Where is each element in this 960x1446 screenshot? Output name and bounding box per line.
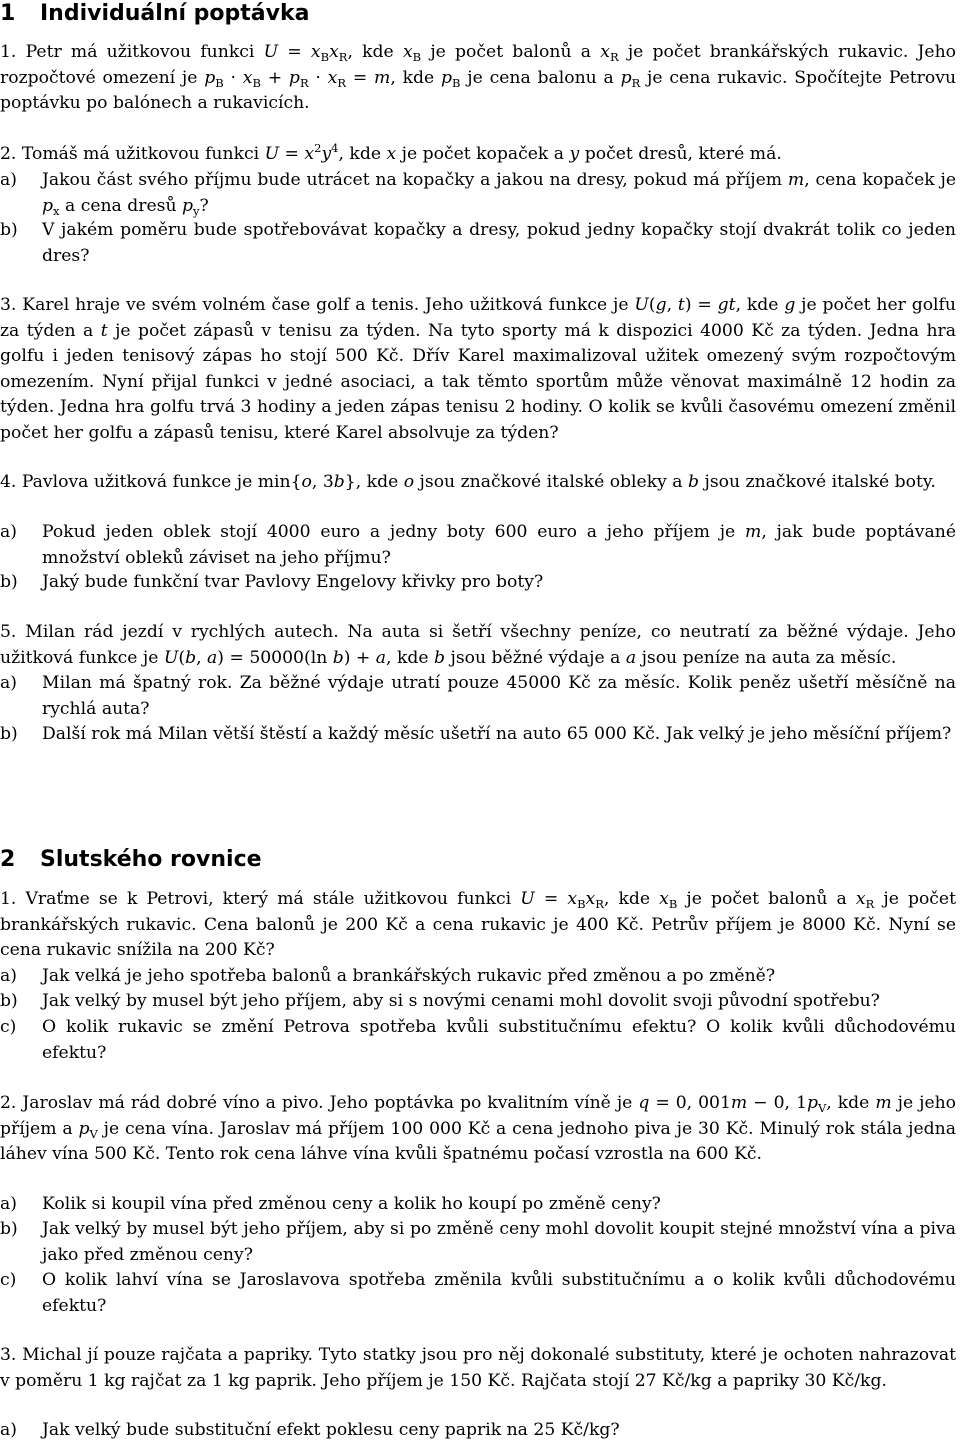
problem-2-1: 1. Vraťme se k Petrovi, který má stále užitkovou funkci $U = x_Bx_R$, kde $x_B$ je počet balonů a $x_R$ je počet brankářských rukavic. Cena balonů je 200 Kč a cena rukavic je 400 Kč. Petrův příjem je 8000 Kč. Nyní se cena rukavic snížila na 200 Kč?	[0, 889, 957, 960]
section-heading-2: 2 Slutského rovnice	[0, 847, 262, 872]
problem-2-2-a: a) Kolik si koupil vína před změnou ceny a kolik ho koupí po změně ceny?	[0, 1194, 661, 1214]
problem-2-1-a: a) Jak velká je jeho spotřeba balonů a brankářských rukavic před změnou a po změně?	[0, 966, 776, 986]
problem-1-5-a: a) Milan má špatný rok. Za běžné výdaje utratí pouze 45000 Kč za měsíc. Kolik peněz ušetří měsíčně na rychlá auta?	[0, 673, 956, 719]
problem-1-4: 4. Pavlova užitková funkce je min{o, 3b}, kde o jsou značkové italské obleky a b jsou značkové italské boty.	[0, 472, 936, 492]
problem-1-3: 3. Karel hraje ve svém volném čase golf a tenis. Jeho užitková funkce je U(g, t) = gt, kde g je počet her golfu za týden a t je počet zápasů v tenisu za týden. Na tyto sporty má k dispozici 4000 Kč za týden. Jedna hra golfu i jeden tenisový zápas ho stojí 500 Kč. Dřív Karel maximalizoval užitek omezený svým rozpočtovým omezením. Nyní přijal funkci v jedné asociaci, a tak těmto sportům může věnovat maximálně 12 hodin za týden. Jedna hra golfu trvá 3 hodiny a jeden zápas tenisu 2 hodiny. O kolik se kvůli časovému omezení změnil počet her golfu a zápasů tenisu, které Karel absolvuje za týden?	[0, 295, 956, 443]
problem-2-2: 2. Jaroslav má rád dobré víno a pivo. Jeho poptávka po kvalitním víně je q = 0, 001m − 0, $1p_V$, kde m je jeho příjem a $p_V$ je cena vína. Jaroslav má příjem 100 000 Kč a cena jednoho piva je 30 Kč. Minulý rok stála jedna láhev vína 500 Kč. Tento rok cena láhve vína kvůli špatnému počasí vzrostla na 600 Kč.	[0, 1093, 957, 1164]
problem-2-1-b: b) Jak velký by musel být jeho příjem, aby si s novými cenami mohl dovolit svoji původní spotřebu?	[0, 991, 880, 1011]
problem-2-2-c: c) O kolik lahví vína se Jaroslavova spotřeba změnila kvůli substitučnímu a o kolik kvůli důchodovému efektu?	[0, 1270, 956, 1316]
problem-2-3: 3. Michal jí pouze rajčata a papriky. Tyto statky jsou pro něj dokonalé substituty, které je ochoten nahrazovat v poměru 1 kg rajčat za 1 kg paprik. Jeho příjem je 150 Kč. Rajčata stojí 27 Kč/kg a papriky 30 Kč/kg.	[0, 1345, 956, 1391]
problem-1-4-a: a) Pokud jeden oblek stojí 4000 euro a jedny boty 600 euro a jeho příjem je m, jak bude poptávané množství obleků záviset na jeho příjmu?	[0, 522, 956, 568]
problem-1-2-a: a) Jakou část svého příjmu bude utrácet na kopačky a jakou na dresy, pokud má příjem m, cena kopaček je $p_x$ a cena dresů $p_y$?	[0, 170, 956, 218]
problem-1-4-b: b) Jaký bude funkční tvar Pavlovy Engelovy křivky pro boty?	[0, 572, 544, 592]
problem-2-3-a: a) Jak velký bude substituční efekt poklesu ceny paprik na 25 Kč/kg?	[0, 1420, 620, 1440]
problem-1-5-b: b) Další rok má Milan větší štěstí a každý měsíc ušetří na auto 65 000 Kč. Jak velký je jeho měsíční příjem?	[0, 724, 952, 744]
problem-1-2-b: b) V jakém poměru bude spotřebovávat kopačky a dresy, pokud jedny kopačky stojí dvakrát tolik co jeden dres?	[0, 220, 956, 266]
problem-1-5: 5. Milan rád jezdí v rychlých autech. Na auta si šetří všechny peníze, co neutratí za běžné výdaje. Jeho užitková funkce je U(b, a) = 50000(ln b) + a, kde b jsou běžné výdaje a a jsou peníze na auta za měsíc.	[0, 622, 956, 668]
section-heading-1: 1 Individuální poptávka	[0, 1, 310, 26]
problem-1-1: 1. Petr má užitkovou funkci $U = x_Bx_R$, kde $x_B$ je počet balonů a $x_R$ je počet brankářských rukavic. Jeho rozpočtové omezení je $p_B \cdot x_B + p_R \cdot x_R = m$, kde $p_B$ je cena balonu a $p_R$ je cena rukavic. Spočítejte Petrovu poptávku po balónech a rukavicích.	[0, 42, 957, 113]
problem-2-1-c: c) O kolik rukavic se změní Petrova spotřeba kvůli substitučnímu efektu? O kolik kvůli důchodovému efektu?	[0, 1017, 956, 1063]
problem-2-2-b: b) Jak velký by musel být jeho příjem, aby si po změně ceny mohl dovolit koupit stejné množství vína a piva jako před změnou ceny?	[0, 1219, 956, 1265]
problem-1-2: 2. Tomáš má užitkovou funkci $U = x^2y^4$, kde x je počet kopaček a y počet dresů, které má.	[0, 141, 782, 164]
